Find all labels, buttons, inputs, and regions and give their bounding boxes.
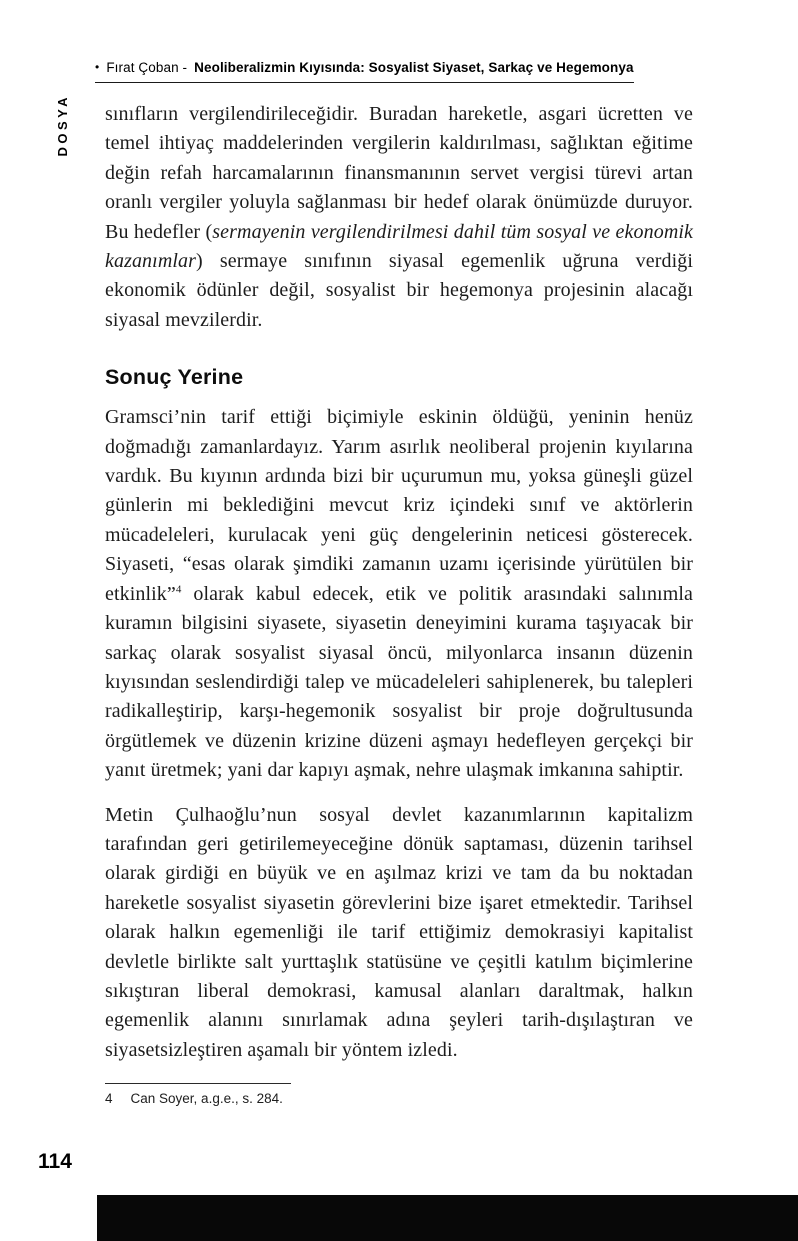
footnote-rule bbox=[105, 1083, 291, 1084]
footnote-number: 4 bbox=[105, 1091, 113, 1107]
paragraph: Metin Çulhaoğlu’nun sosyal devlet kazanımlarının kapitalizm tarafından geri getirilemeyeceğine dönük saptaması, düzenin tarihsel olarak girdiği en büyük ve en aşılmaz krizi ve tam da bu noktadan hareketle sosyalist siyasetin görevlerini bize işaret etmektedir. Tarihsel olarak halkın egemenliği ile tarif ettiğimiz demokrasiyi kapitalist devletle birlikte salt yurttaşlık statüsüne ve çeşitli katılım biçimlerine sıkıştıran liberal demokrasi, kamusal alanları daraltmak, halkın egemenlik alanını sınırlamak adına şeyleri tarih-dışılaştıran ve siyasetsizleştiren aşamalı bir yöntem izledi. bbox=[105, 803, 693, 1061]
page-edge-bar bbox=[97, 1195, 798, 1241]
bullet-icon: • bbox=[95, 60, 100, 74]
footnote bbox=[105, 1083, 693, 1106]
page-number: 114 bbox=[38, 1150, 72, 1173]
paragraph bbox=[105, 403, 693, 785]
footnote-line bbox=[105, 1091, 693, 1106]
paragraph-text: ) sermaye sınıfının siyasal egemenlik uğruna verdiği ekonomik ödünler değil, sosyalist bir hegemonya projesinin alacağı siyasal mevzilerdir. bbox=[105, 250, 693, 331]
paragraph-continuation bbox=[105, 100, 693, 335]
paragraph-text: olarak kabul edecek, etik ve politik arasındaki salınımla kuramın bilgisini siyasete, siyasetin deneyimini kurama taşıyacak bir sarkaç olarak sosyalist siyasal öncü, milyonlarca insanın düzenin kıyısından seslendirdiği talep ve mücadeleleri sahiplenerek, bu talepleri radikalleştirip, karşı-hegemonik sosyalist bir proje doğrultusunda örgütlemek ve düzenin krizine düzeni aşmayı hedefleyen gerçekçi bir yanıt üretmek; yani dar kapıyı aşmak, nehre ulaşmak imkanına sahiptir. bbox=[105, 582, 693, 782]
paragraph-italic-text: sermayenin vergilendirilmesi dahil tüm sosyal ve ekonomik kazanımlar bbox=[105, 220, 693, 273]
section-side-label: DOSYA bbox=[55, 94, 70, 157]
header-author: Fırat Çoban - bbox=[106, 60, 188, 75]
running-header bbox=[95, 60, 634, 83]
footnote-reference: 4 bbox=[175, 583, 182, 596]
section-heading: Sonuç Yerine bbox=[105, 365, 244, 390]
paragraph-text: sınıfların vergilendirileceğidir. Buradan hareketle, asgari ücretten ve temel ihtiyaç maddelerinden vergilerin kaldırılması, sağlıktan eğitime değin refah harcamalarının finansmanının servet vergisi türevi artan oranlı vergiler yoluyla sağlanması bir hedef olarak önümüzde duruyor. Bu hedefler ( bbox=[105, 103, 693, 243]
footnote-text: Can Soyer, a.g.e., s. 284. bbox=[130, 1091, 283, 1107]
text-block bbox=[105, 100, 693, 1106]
paragraph-text: Gramsci’nin tarif ettiği biçimiyle eskinin öldüğü, yeninin henüz doğmadığı zamanlardayız. Yarım asırlık neoliberal projenin kıyılarına vardık. Bu kıyının ardında bizi bir uçurumun mu, yoksa güneşli güzel günlerin mi beklediğini mevcut kriz içindeki sınıf ve aktörlerin mücadeleleri, kurulacak yeni güç dengelerinin neticesi gösterecek. Siyaseti, “esas olarak şimdiki zamanın uzamı içerisinde yürütülen bir etkinlik” bbox=[105, 406, 693, 605]
header-title: Neoliberalizmin Kıyısında: Sosyalist Siyaset, Sarkaç ve Hegemonya bbox=[194, 60, 634, 75]
